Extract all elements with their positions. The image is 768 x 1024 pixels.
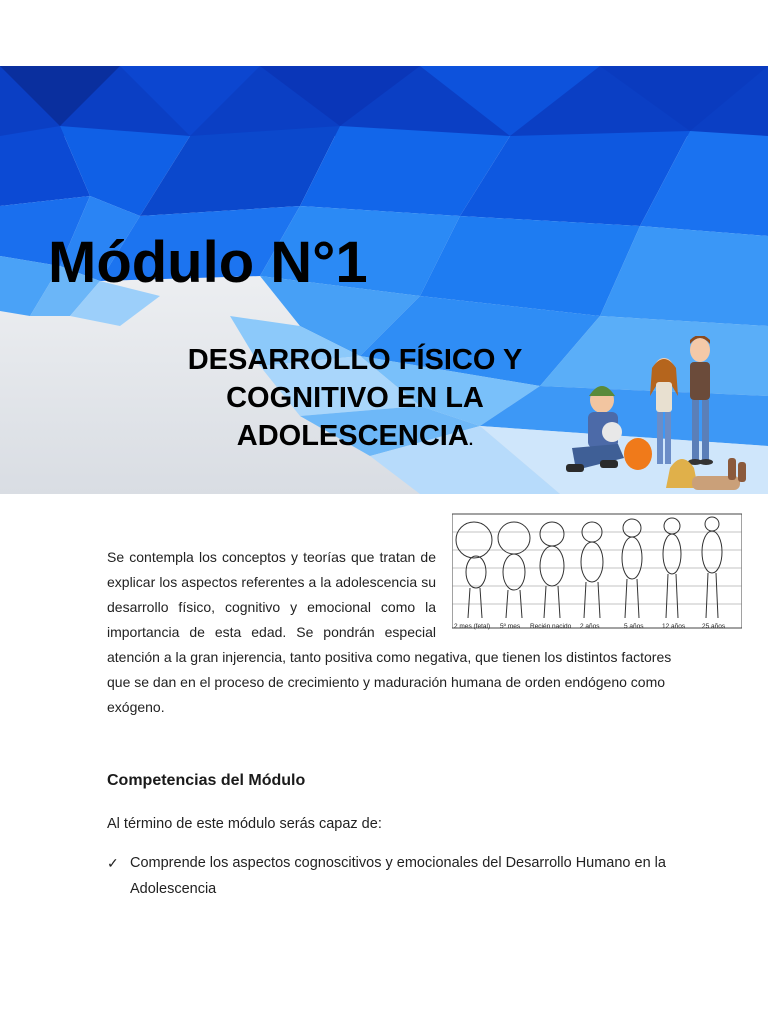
growth-label: 2 años <box>580 623 600 630</box>
subtitle-line-3-text: ADOLESCENCIA <box>236 420 469 452</box>
growth-label: 5 años <box>624 623 644 630</box>
paragraph-line: importancia de esta edad. Se pondrán especial <box>107 624 436 640</box>
intro-paragraph-wrapped <box>107 545 436 645</box>
competencies-intro: Al término de este módulo serás capaz de: <box>107 816 382 832</box>
module-title: Módulo N°1 <box>48 230 368 295</box>
growth-label: 25 años <box>702 623 726 630</box>
competencies-heading: Competencias del Módulo <box>107 772 306 789</box>
growth-label: 5º mes <box>500 623 521 630</box>
growth-label: Recién nacido <box>530 623 572 630</box>
competency-text: Comprende los aspectos cognoscitivos y emocionales del Desarrollo Humano en la Adolescencia <box>130 855 666 897</box>
checkmark-icon: ✓ <box>107 855 119 871</box>
subtitle-line-3 <box>170 417 540 460</box>
paragraph-line: desarrollo físico, cognitivo y emocional como la <box>107 599 436 615</box>
module-subtitle <box>170 341 540 460</box>
subtitle-period: . <box>468 432 474 449</box>
teenagers-illustration <box>552 336 752 516</box>
intro-paragraph-full <box>107 645 672 720</box>
growth-label: 12 años <box>662 623 686 630</box>
subtitle-line-2: COGNITIVO EN LA <box>226 382 484 414</box>
growth-label: 2 mes (fetal) <box>454 623 491 630</box>
paragraph-line: que se dan en el proceso de crecimiento y maduración humana de orden endógeno como <box>107 674 666 690</box>
paragraph-line: exógeno. <box>107 699 165 715</box>
subtitle-line-1: DESARROLLO FÍSICO Y <box>187 344 523 376</box>
growth-proportions-chart <box>452 510 742 632</box>
paragraph-line: Se contempla los conceptos y teorías que tratan de <box>107 549 436 565</box>
paragraph-line: atención a la gran injerencia, tanto positiva como negativa, que tienen los distintos factores <box>107 649 672 665</box>
paragraph-line: explicar los aspectos referentes a la adolescencia su <box>107 574 436 590</box>
